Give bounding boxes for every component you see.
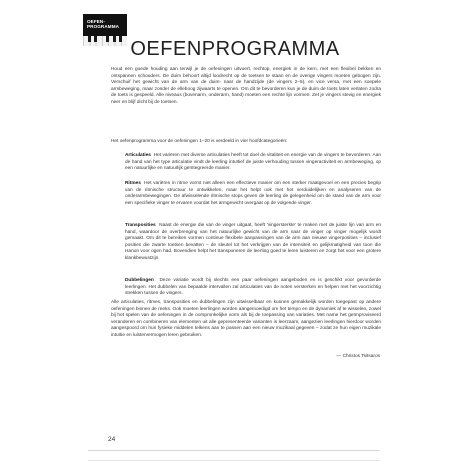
category-ritmes bbox=[125, 181, 381, 207]
divider bbox=[88, 460, 380, 461]
category-articulaties bbox=[125, 153, 381, 173]
category-text: Naast de energie die van de vinger uitgaat, heeft 'vingersterkte' te maken met de juiste lijn van arm en hand, waardoor de overbrenging van het natuurlijke gewicht van de arm naar de vinger op vinger mogelijk wordt gemaakt. Om dit te bereiken vormen continue flexibele aanpassingen van de arm aan nieuwe vingerposities – inclusief posities die zwarte toetsen bevatten – de sleutel tot het verkrijgen van de intensiteit en gelijkmatigheid van toon die Hanon voor ogen had. Bovendien helpt het transponeren de leerling goed te leren luisteren en zorgt het voor een grotere klankbewustzijn. bbox=[125, 223, 382, 261]
page-title: OEFENPROGRAMMA bbox=[130, 38, 340, 60]
closing-text: Alle articulaties, ritmes, transposities en dubbelingen zijn uitwisselbaar en kunnen gemakkelijk worden toegepast op andere oefeningen binnen de reeks. Ook moeten leerlingen worden aangemoedigd om het tempo en de dynamiek af te wisselen, zowel bij het spelen van de oefeningen in de oorspronkelijke vorm als bij de toepassing van variaties. Met name het geïmproviseerd veranderen en combineren van elementen uit alle gepresenteerde varianten is leerzaam, aangezien leerlingen hierdoor worden aangespoord om hun fysieke middelen telkens aan te passen aan een nieuw muzikaal gegeven – zodat ze hun eigen muzikale intuïtie en luistervermogen leren gebruiken. bbox=[111, 300, 381, 338]
section-tab-label bbox=[87, 19, 119, 29]
intro-paragraph bbox=[111, 67, 381, 106]
category-text: Deze variatie wordt bij slechts een paar oefeningen aangeboden en is geschikt voor gevorderde leerlingen. Het dubbelen van bepaalde intervallen zal articulaties van de noten versterken en helpen met het voorzichtig strekken tussen de vingers. bbox=[125, 278, 382, 297]
category-name: Transposities bbox=[125, 223, 156, 228]
category-transposities bbox=[125, 223, 381, 262]
category-name: Dubbelingen bbox=[125, 278, 154, 283]
category-name: Ritmes bbox=[125, 181, 141, 186]
category-name: Articulaties bbox=[125, 153, 151, 158]
program-intro-text: Het oefenprogramma voor de oefeningen 1–20 is verdeeld in vier hoofdcategorieën: bbox=[111, 139, 288, 144]
section-tab bbox=[83, 14, 127, 36]
intro-text: Houd een goede houding aan terwijl je de oefeningen uitvoert, rechtop, energiek in de kern, met een flexibel bekken en ontspannen schouders. De duim behoort altijd loodrecht op de toetsen te staan en de overige vingers moeten gebogen zijn. Verschuif het gewicht van de arm van de duim- naar de handzijde (de vingers 2–5), en vice versa, met een soepele armbeweging, maar zonder de elleboog zijwaarts te openen. Om dit te bevorderen kun je de duim de toets laten verlaten zodra de toets is gespeeld. Alle niveaus (bovenarm, onderarm, hand) moeten een rechte lijn vormen. Zet je vingers stevig en energiek neer en blijf dicht bij de toetsen. bbox=[111, 67, 381, 105]
closing-paragraph bbox=[111, 300, 381, 339]
author-credit: — Christos Tsitsaros bbox=[336, 354, 380, 359]
section-tab-line2: PROGRAMMA bbox=[87, 24, 120, 30]
program-intro bbox=[111, 139, 381, 146]
section-tab-line1: OEFEN- bbox=[87, 19, 105, 24]
page-number: 24 bbox=[108, 436, 116, 443]
category-dubbelingen bbox=[125, 278, 381, 298]
category-text: Het variëren met diverse articulaties heeft tot doel de vitaliteit en energie van de vingers te bevorderen. Aan de hand van het type articulatie vindt de leerling intuïtief de juiste verhouding tussen vingeractiviteit en armbeweging, op een natuurlijke en natuurlijk geïntegreerde manier. bbox=[125, 153, 381, 172]
divider bbox=[88, 450, 380, 451]
category-text: Het variëren in ritme vormt niet alleen een effectieve manier om een sterker maatgevoel en een precies begrip van de ritmische structuur te ontwikkelen, maar het helpt ook met het verduidelijken en analyseren van de onderarmbewegingen. De afwisselende ritmische stops geven de leerling de gelegenheid om de stand van de arm voor een specifieke vinger te ervaren voordat het armgewicht overgaat op de volgende vinger. bbox=[125, 181, 381, 206]
